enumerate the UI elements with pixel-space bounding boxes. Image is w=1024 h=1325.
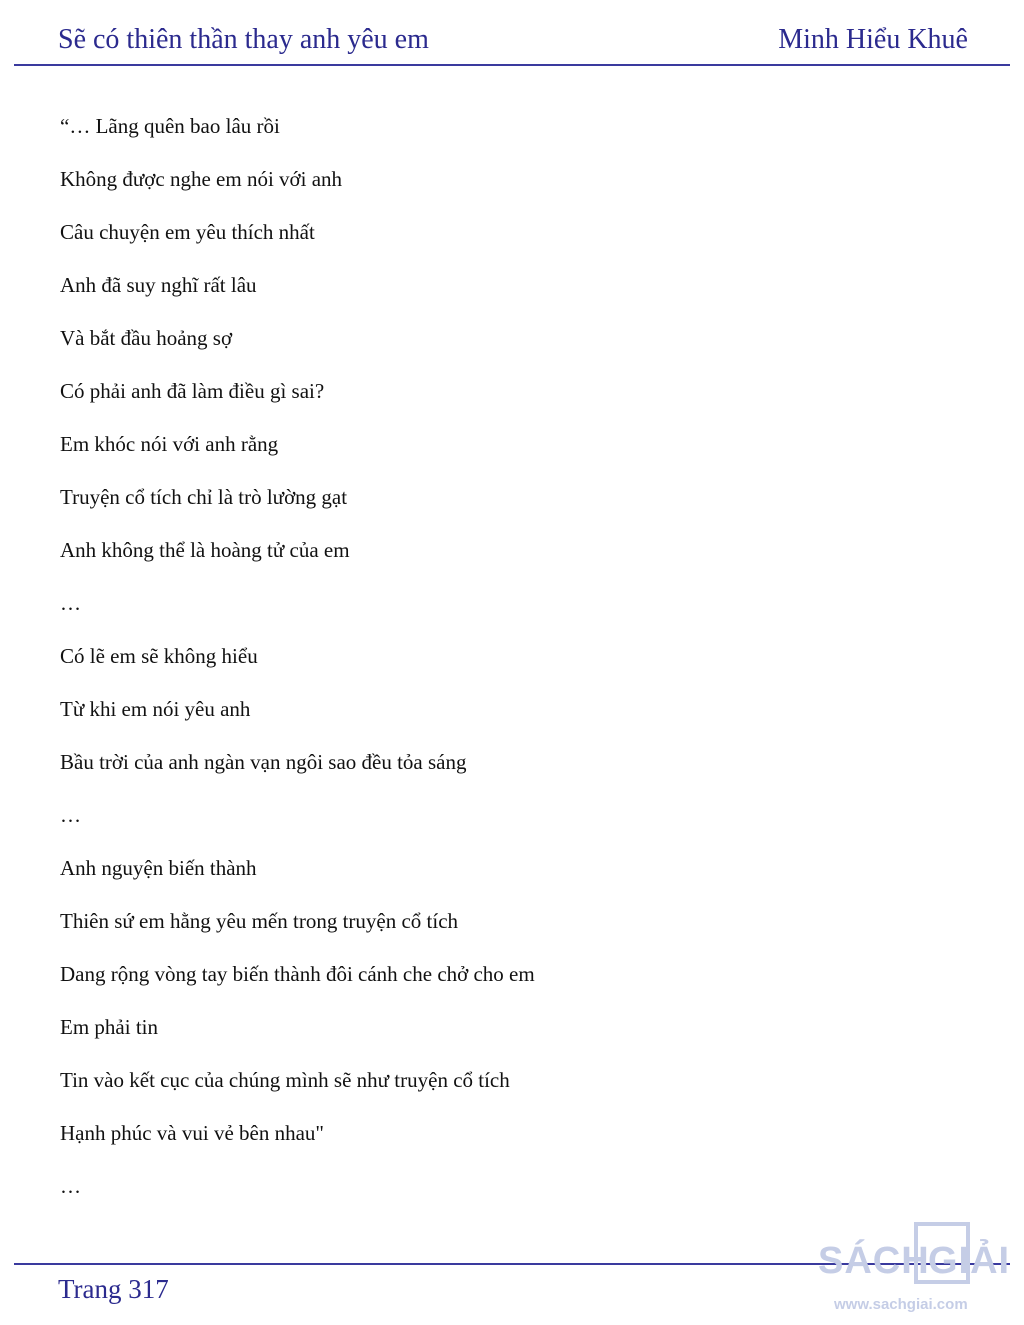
text-line: Truyện cổ tích chỉ là trò lường gạt (60, 485, 348, 509)
text-line: Anh đã suy nghĩ rất lâu (60, 273, 257, 297)
text-line: Bầu trời của anh ngàn vạn ngôi sao đều tỏa sáng (60, 750, 467, 774)
text-line: Em phải tin (60, 1015, 158, 1039)
text-line: … (60, 591, 81, 615)
page-number: Trang 317 (58, 1274, 169, 1304)
watermark-text-right: GIẢI (928, 1240, 1011, 1282)
text-line: Không được nghe em nói với anh (60, 167, 343, 191)
text-line: Thiên sứ em hằng yêu mến trong truyện cổ tích (60, 909, 459, 933)
text-line: Hạnh phúc và vui vẻ bên nhau" (60, 1121, 324, 1145)
text-line: Có phải anh đã làm điều gì sai? (60, 379, 325, 403)
text-line: Và bắt đầu hoảng sợ (60, 326, 233, 350)
book-title: Sẽ có thiên thần thay anh yêu em (58, 24, 429, 55)
text-line: … (60, 803, 81, 827)
text-line: … (60, 1174, 81, 1198)
text-line: Anh nguyện biến thành (60, 856, 257, 880)
text-line: Có lẽ em sẽ không hiểu (60, 644, 258, 668)
page-header (0, 0, 1024, 70)
text-line: Từ khi em nói yêu anh (60, 697, 251, 721)
text-line: Tin vào kết cục của chúng mình sẽ như truyện cổ tích (60, 1068, 510, 1092)
poem-body (60, 100, 960, 1213)
text-line: Anh không thể là hoàng tử của em (60, 538, 350, 562)
text-line: Dang rộng vòng tay biến thành đôi cánh che chở cho em (60, 962, 535, 986)
header-divider (14, 64, 1010, 66)
book-author: Minh Hiểu Khuê (778, 24, 968, 55)
watermark-url: www.sachgiai.com (834, 1296, 968, 1313)
watermark-text-left: SÁCH (818, 1240, 930, 1282)
text-line: “… Lãng quên bao lâu rồi (60, 114, 280, 138)
sachgiai-watermark-logo (818, 1222, 1018, 1322)
text-line: Em khóc nói với anh rằng (60, 432, 279, 456)
text-line: Câu chuyện em yêu thích nhất (60, 220, 315, 244)
